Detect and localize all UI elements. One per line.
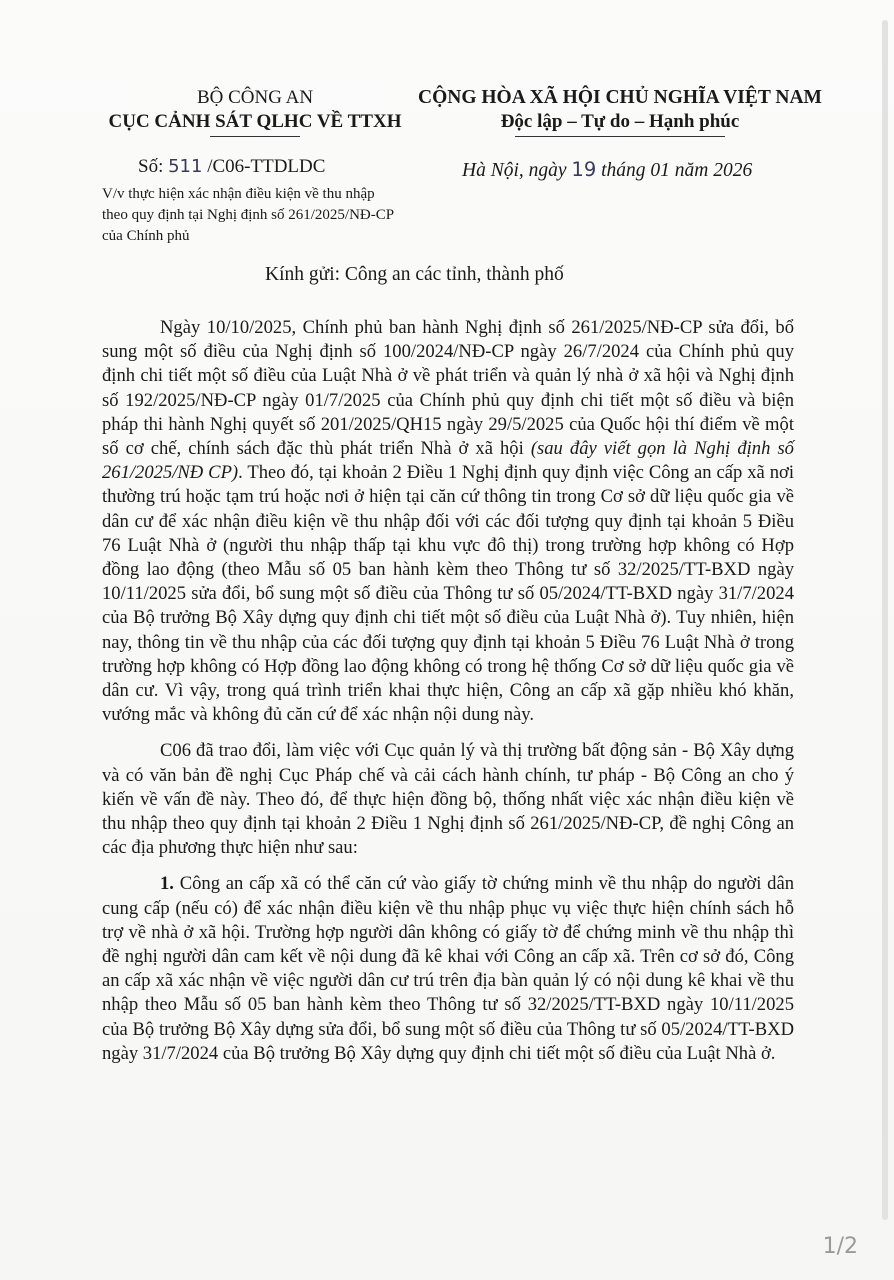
item-1-number: 1. bbox=[160, 873, 174, 895]
national-title-block bbox=[410, 86, 830, 134]
date-suffix: tháng 01 năm 2026 bbox=[596, 160, 753, 181]
national-motto: Độc lập – Tự do – Hạnh phúc bbox=[500, 111, 740, 132]
doc-number-handwritten: 511 bbox=[168, 156, 203, 177]
scrollbar[interactable] bbox=[882, 20, 888, 1220]
nation-title: CỘNG HÒA XÃ HỘI CHỦ NGHĨA VIỆT NAM bbox=[418, 87, 822, 108]
paragraph-2: C06 đã trao đổi, làm việc với Cục quản lý và thị trường bất động sản - Bộ Xây dựng và có văn bản đề nghị Cục Pháp chế và cải cách hành chính, tư pháp - Bộ Công an cho ý kiến về vấn đề này. Theo đó, để thực hiện đồng bộ, thống nhất việc xác nhận điều kiện về thu nhập theo quy định tại khoản 2 Điều 1 Nghị định số 261/2025/NĐ-CP, đề nghị Công an các địa phương thực hiện như sau: bbox=[102, 740, 794, 859]
paragraph-1 bbox=[102, 316, 794, 727]
date-day-handwritten: 19 bbox=[571, 158, 597, 181]
document-body bbox=[102, 316, 794, 1078]
issuer-underline bbox=[210, 136, 300, 137]
subject-line: V/v thực hiện xác nhận điều kiện về thu nhập theo quy định tại Nghị định số 261/2025/NĐ-CP của Chính phủ bbox=[102, 186, 394, 244]
issue-date bbox=[462, 158, 752, 182]
paragraph-1-part-b: . Theo đó, tại khoản 2 Điều 1 Nghị định quy định việc Công an cấp xã nơi thường trú hoặc tạm trú hoặc nơi ở hiện tại căn cứ thông tin trong Cơ sở dữ liệu quốc gia về dân cư để xác nhận điều kiện về thu nhập đối với các đối tượng quy định tại khoản 5 Điều 76 Luật Nhà ở (người thu nhập thấp tại khu vực đô thị) trong trường hợp không có Hợp đồng lao động (theo Mẫu số 05 ban hành kèm theo Thông tư số 32/2025/TT-BXD ngày 10/11/2025 sửa đổi, bổ sung một số điều của Thông tư số 05/2024/TT-BXD ngày 31/7/2024 của Bộ trưởng Bộ Xây dựng quy định chi tiết một số điều của Luật Nhà ở). Tuy nhiên, hiện nay, thông tin về thu nhập của các đối tượng quy định tại khoản 5 Điều 76 Luật Nhà ở trong trường hợp không có Hợp đồng lao động không có trong hệ thống Cơ sở dữ liệu quốc gia về dân cư. Vì vậy, trong quá trình triển khai thực hiện, Công an cấp xã gặp nhiều khó khăn, vướng mắc và không đủ căn cứ để xác nhận nội dung này. bbox=[102, 462, 794, 726]
motto-underline bbox=[515, 136, 725, 137]
department-name: CỤC CẢNH SÁT QLHC VỀ TTXH bbox=[108, 111, 402, 132]
paragraph-1-part-a: Ngày 10/10/2025, Chính phủ ban hành Nghị định số 261/2025/NĐ-CP sửa đổi, bổ sung một số điều của Nghị định số 100/2024/NĐ-CP ngày 26/7/2024 của Chính phủ quy định chi tiết một số điều của Luật Nhà ở về phát triển và quản lý nhà ở xã hội và Nghị định số 192/2025/NĐ-CP ngày 01/7/2025 của Chính phủ quy định chi tiết một số điều và biện pháp thi hành Nghị quyết số 201/2025/QH15 ngày 29/5/2025 của Quốc hội thí điểm về một số cơ chế, chính sách đặc thù phát triển Nhà ở xã hội bbox=[102, 317, 794, 460]
item-1 bbox=[102, 872, 794, 1066]
recipient-line: Kính gửi: Công an các tỉnh, thành phố bbox=[265, 264, 564, 285]
date-prefix: Hà Nội, ngày bbox=[462, 160, 572, 181]
item-1-text: Công an cấp xã có thể căn cứ vào giấy tờ chứng minh về thu nhập do người dân cung cấp (nếu có) để xác nhận điều kiện về thu nhập phục vụ việc thực hiện chính sách hỗ trợ về nhà ở xã hội. Trường hợp người dân không có giấy tờ để chứng minh về thu nhập thì đề nghị người dân cam kết về nội dung đã kê khai với Công an cấp xã. Trên cơ sở đó, Công an cấp xã xác nhận về việc người dân cư trú trên địa bàn quản lý có nội dung kê khai về thu nhập theo Mẫu số 05 ban hành kèm theo Thông tư số 32/2025/TT-BXD ngày 10/11/2025 của Bộ trưởng Bộ Xây dựng sửa đổi, bổ sung một số điều của Thông tư số 05/2024/TT-BXD ngày 31/7/2024 của Bộ trưởng Bộ Xây dựng quy định chi tiết một số điều của Luật Nhà ở. bbox=[102, 873, 794, 1064]
doc-number-suffix: /C06-TTDLDC bbox=[202, 156, 326, 177]
doc-number-prefix: Số: bbox=[138, 156, 169, 177]
ministry-name: BỘ CÔNG AN bbox=[196, 87, 314, 108]
document-number bbox=[138, 156, 325, 178]
paragraph-1-italic: (sau đây viết gọn là Nghị định số 261/2025/NĐ CP) bbox=[102, 438, 794, 484]
page-indicator: 1/2 bbox=[822, 1234, 858, 1259]
issuer-block bbox=[100, 86, 410, 134]
